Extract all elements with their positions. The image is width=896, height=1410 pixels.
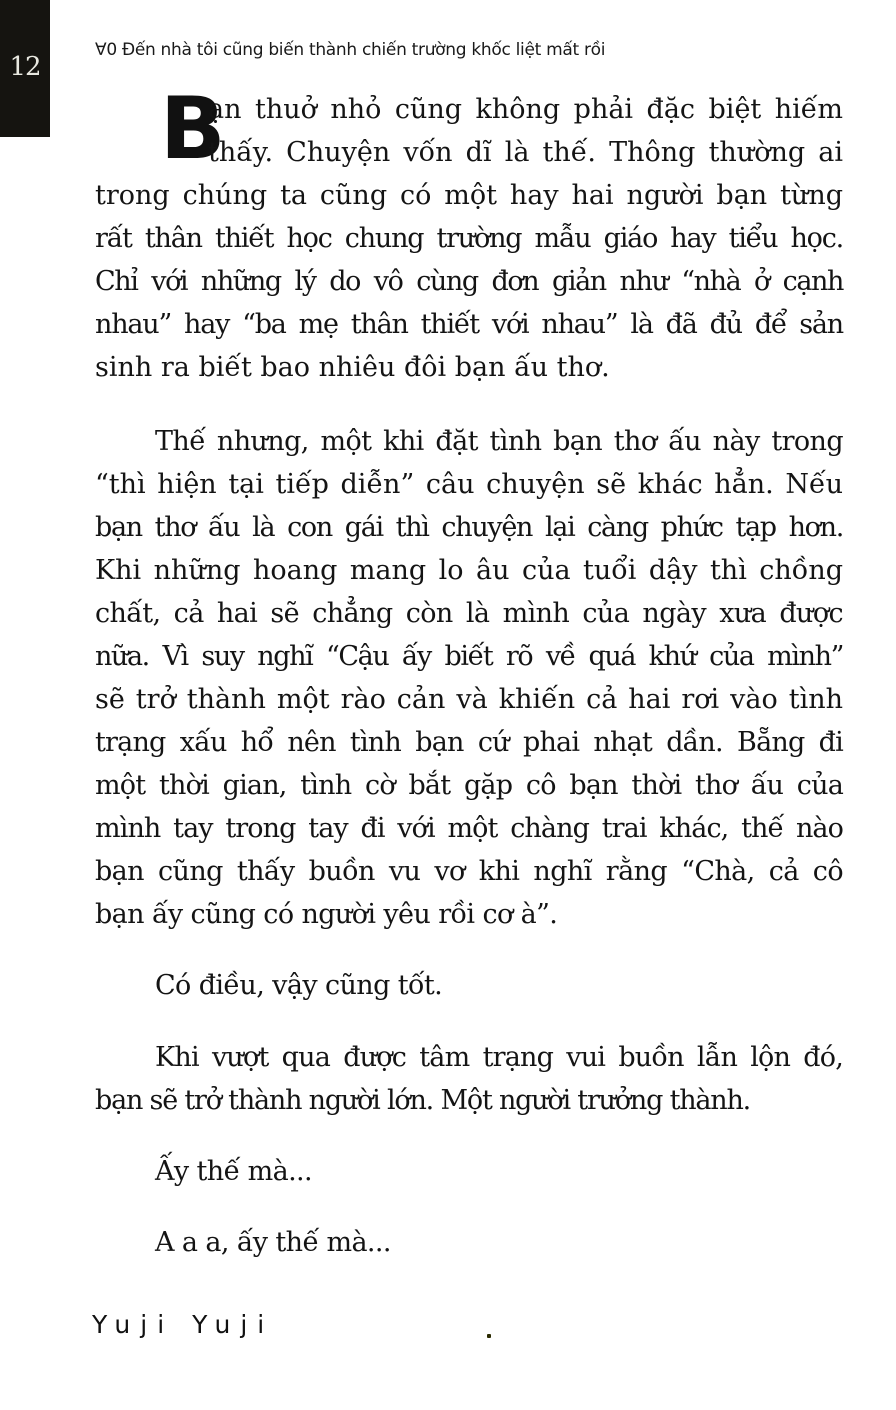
text-line: trong chúng ta cũng có một hay hai người bạn từng [95, 180, 843, 211]
page-number-tab [0, 0, 50, 137]
text-line: Chỉ với những lý do vô cùng đơn giản như “nhà ở cạnh [95, 266, 843, 297]
text-line: mình tay trong tay đi với một chàng trai khác, thế nào [95, 813, 843, 844]
text-line: Ấy thế mà... [155, 1156, 313, 1187]
scan-speck [487, 1334, 491, 1338]
text-line: bạn thơ ấu là con gái thì chuyện lại càng phức tạp hơn. [95, 512, 843, 543]
text-line: nữa. Vì suy nghĩ “Cậu ấy biết rõ về quá khứ của mình” [95, 641, 843, 672]
text-line: thấy. Chuyện vốn dĩ là thế. Thông thường ai [208, 137, 843, 168]
text-line: trạng xấu hổ nên tình bạn cứ phai nhạt dần. Bẵng đi [95, 727, 843, 758]
author-name: Yuji Yuji [92, 1310, 275, 1339]
text-line: Khi những hoang mang lo âu của tuổi dậy thì chồng [95, 555, 843, 586]
text-line: nhau” hay “ba mẹ thân thiết với nhau” là đã đủ để sản [95, 309, 843, 340]
text-line: Khi vượt qua được tâm trạng vui buồn lẫn lộn đó, [155, 1042, 843, 1073]
text-line: Thế nhưng, một khi đặt tình bạn thơ ấu này trong [155, 426, 843, 457]
text-line: sinh ra biết bao nhiêu đôi bạn ấu thơ. [95, 352, 610, 383]
drop-cap: B [160, 79, 226, 179]
text-line: bạn cũng thấy buồn vu vơ khi nghĩ rằng “Chà, cả cô [95, 856, 843, 887]
text-line: ạn thuở nhỏ cũng không phải đặc biệt hiếm [208, 94, 843, 125]
text-line: rất thân thiết học chung trường mẫu giáo hay tiểu học. [95, 223, 843, 254]
text-line: bạn sẽ trở thành người lớn. Một người trưởng thành. [95, 1085, 751, 1116]
page-number: 12 [9, 52, 41, 82]
text-line: sẽ trở thành một rào cản và khiến cả hai rơi vào tình [95, 684, 843, 715]
text-line: A a a, ấy thế mà... [155, 1227, 391, 1258]
text-line: bạn ấy cũng có người yêu rồi cơ à”. [95, 899, 558, 930]
text-line: “thì hiện tại tiếp diễn” câu chuyện sẽ khác hẳn. Nếu [95, 469, 843, 500]
text-line: Có điều, vậy cũng tốt. [155, 970, 443, 1001]
text-line: một thời gian, tình cờ bắt gặp cô bạn thời thơ ấu của [95, 770, 843, 801]
text-line: chất, cả hai sẽ chẳng còn là mình của ngày xưa được [95, 598, 843, 629]
running-header: ∀0 Đến nhà tôi cũng biến thành chiến trường khốc liệt mất rồi [95, 40, 606, 60]
